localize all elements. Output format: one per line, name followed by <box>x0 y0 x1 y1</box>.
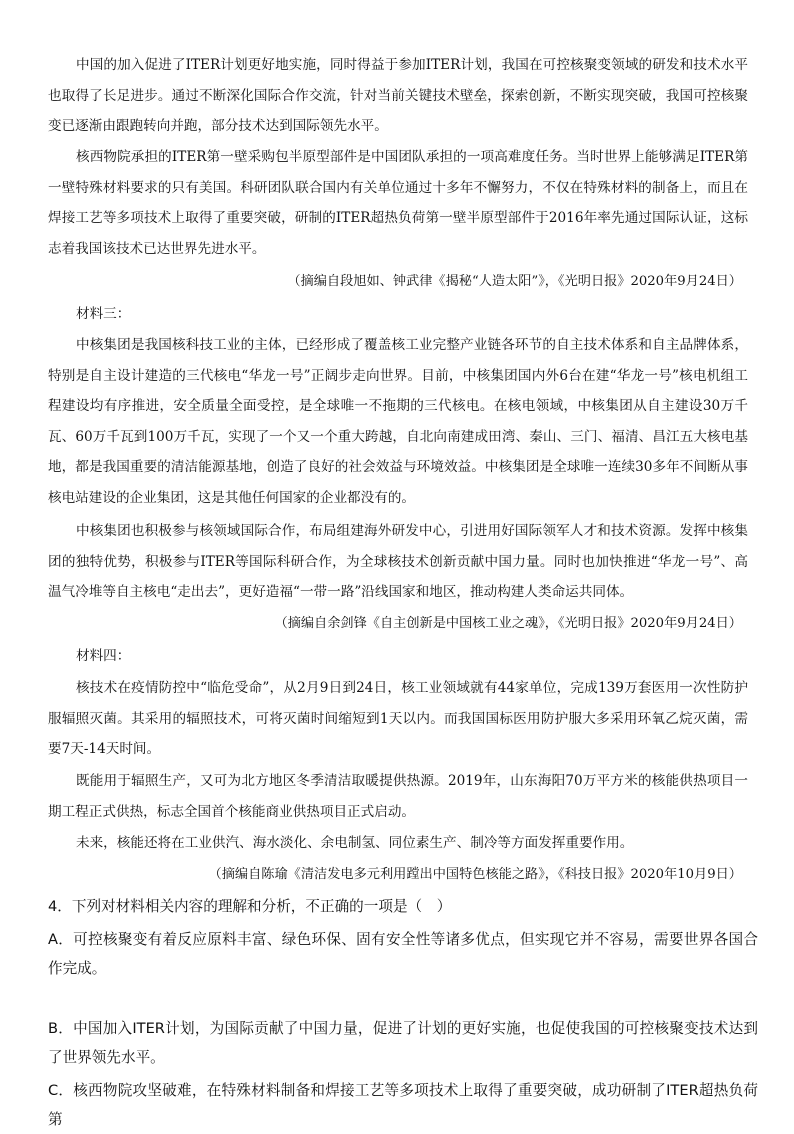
material4-paragraph-2: 既能用于辐照生产，又可为北方地区冬季清洁取暖提供热源。2019年，山东海阳70万平方米的核能供热项目一期工程正式供热，标志全国首个核能商业供热项目正式启动。 <box>48 773 748 820</box>
material4-paragraph-1: 核技术在疫情防控中“临危受命”，从2月9日到24日，核工业领域就有44家单位，完成139万套医用一次性防护服辐照灭菌。其采用的辐照技术，可将灭菌时间缩短到1天以内。而我国国标医用防护服大多采用环氧乙烷灭菌，需要7天-14天时间。 <box>48 680 748 757</box>
material3-label: 材料三： <box>76 306 131 322</box>
material2-source: （摘编自段旭如、钟武律《揭秘“人造太阳”》，《光明日报》2020年9月24日） <box>287 274 742 289</box>
material2-paragraph-1: 中国的加入促进了ITER计划更好地实施，同时得益于参加ITER计划，我国在可控核聚变领域的研发和技术水平也取得了长足进步。通过不断深化国际合作交流，针对当前关键技术壁垒，探索创新，不断实现突破，我国可控核聚变已逐渐由跟跑转向并跑，部分技术达到国际领先水平。 <box>48 57 748 134</box>
material3-paragraph-2: 中核集团也积极参与核领域国际合作，布局组建海外研发中心，引进用好国际领军人才和技术资源。发挥中核集团的独特优势，积极参与ITER等国际科研合作，为全球核技术创新贡献中国力量。同时也加快推进“华龙一号”、高温气冷堆等自主核电“走出去”，更好造福“一带一路”沿线国家和地区，推动构建人类命运共同体。 <box>48 523 748 600</box>
question-stem: 4．下列对材料相关内容的理解和分析，不正确的一项是（ ） <box>48 898 452 915</box>
option-a: A．可控核聚变有着反应原料丰富、绿色环保、固有安全性等诸多优点，但实现它并不容易，需要世界各国合作完成。 <box>48 931 758 977</box>
material3-paragraph-1: 中核集团是我国核科技工业的主体，已经形成了覆盖核工业完整产业链各环节的自主技术体系和自主品牌体系，特别是自主设计建造的三代核电“华龙一号”正阔步走向世界。目前，中核集团国内外6台在建“华龙一号”核电机组工程建设均有序推进，安全质量全面受控，是全球唯一不拖期的三代核电。在核电领域，中核集团从自主建设30万千瓦、60万千瓦到100万千瓦，实现了一个又一个重大跨越，自北向南建成田湾、秦山、三门、福清、昌江五大核电基地，都是我国重要的清洁能源基地，创造了良好的社会效益与环境效益。中核集团是全球唯一连续30多年不间断从事核电站建设的企业集团，这是其他任何国家的企业都没有的。 <box>48 337 748 506</box>
option-c: C．核西物院攻坚破难，在特殊材料制备和焊接工艺等多项技术上取得了重要突破，成功研制了ITER超热负荷第 <box>48 1082 758 1128</box>
option-b: B．中国加入ITER计划，为国际贡献了中国力量，促进了计划的更好实施，也促使我国的可控核聚变技术达到了世界领先水平。 <box>48 1020 758 1066</box>
material4-source: （摘编自陈瑜《清洁发电多元利用蹚出中国特色核能之路》，《科技日报》2020年10月9日） <box>208 867 742 882</box>
material3-source: （摘编自余剑锋《自主创新是中国核工业之魂》，《光明日报》2020年9月24日） <box>274 616 742 631</box>
material4-label: 材料四： <box>76 648 131 664</box>
material2-paragraph-2: 核西物院承担的ITER第一壁采购包半原型部件是中国团队承担的一项高难度任务。当时世界上能够满足ITER第一壁特殊材料要求的只有美国。科研团队联合国内有关单位通过十多年不懈努力，不仅在特殊材料的制备上，而且在焊接工艺等多项技术上取得了重要突破，研制的ITER超热负荷第一壁半原型部件于2016年率先通过国际认证，这标志着我国该技术已达世界先进水平。 <box>48 149 748 257</box>
material4-paragraph-3: 未来，核能还将在工业供汽、海水淡化、余电制氢、同位素生产、制冷等方面发挥重要作用。 <box>76 835 634 851</box>
